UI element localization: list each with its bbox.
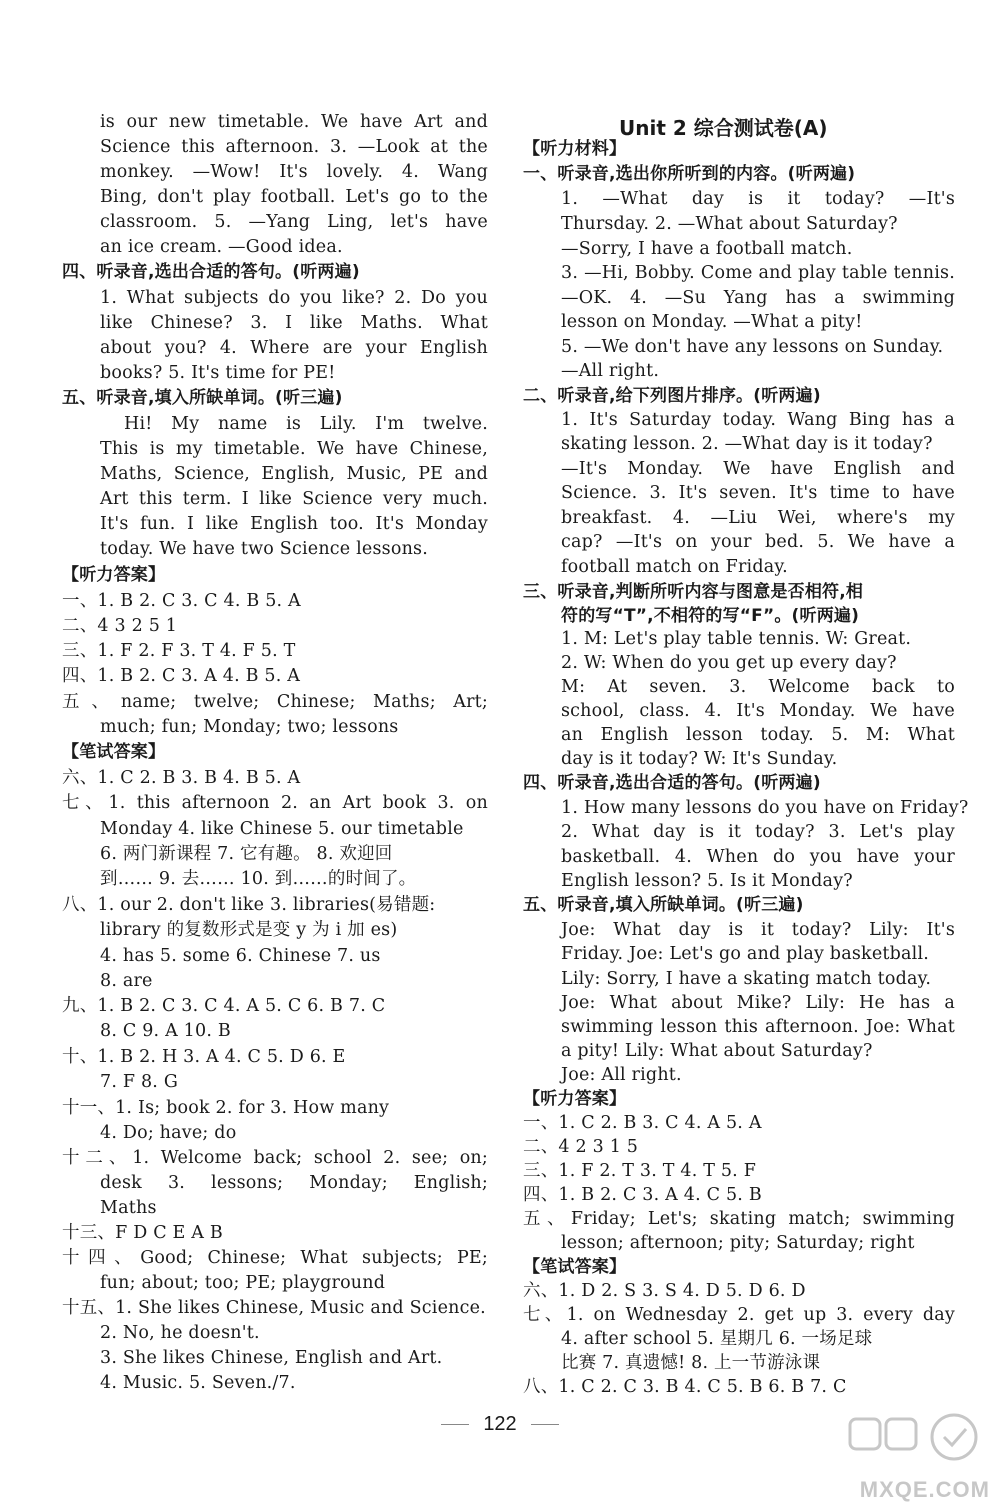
text-line: Thursday. 2. —What about Saturday?	[561, 214, 898, 234]
text-line: swimming lesson this afternoon. Joe: What	[561, 1017, 955, 1037]
text-line: 四、1. B 2. C 3. A 4. C 5. B	[523, 1185, 762, 1205]
text-line: an ice cream. —Good idea.	[100, 237, 343, 257]
text-line: 六、1. C 2. B 3. B 4. B 5. A	[62, 768, 301, 788]
text-line: 三、1. F 2. T 3. T 4. T 5. F	[523, 1161, 757, 1181]
text-line: monkey. —Wow! It's lovely. 4. Wang	[100, 162, 488, 182]
text-line: about you? 4. Where are your English	[100, 338, 488, 358]
text-line: Maths	[100, 1198, 157, 1218]
text-line: 比赛 7. 真遗憾! 8. 上一节游泳课	[561, 1353, 821, 1373]
section-heading: 【听力答案】	[523, 1089, 627, 1109]
section-heading: 三、听录音,判断所听内容与图意是否相符,相	[523, 582, 864, 602]
text-line: 1. M: Let's play table tennis. W: Great.	[561, 629, 912, 649]
text-line: —All right.	[561, 361, 660, 381]
watermark-emblem-icon	[844, 1411, 994, 1481]
section-heading: 【笔试答案】	[523, 1257, 627, 1277]
text-line: This is my timetable. We have Chinese,	[100, 439, 488, 459]
text-line: 二、4 2 3 1 5	[523, 1137, 639, 1157]
text-line: 8. C 9. A 10. B	[100, 1021, 231, 1041]
text-line: Maths, Science, English, Music, PE and	[100, 464, 488, 484]
text-line: skating lesson. 2. —What day is it today?	[561, 434, 933, 454]
page-number: 122	[483, 1413, 517, 1435]
text-line: 2. No, he doesn't.	[100, 1323, 260, 1343]
text-line: Art this term. I like Science very much.	[100, 489, 488, 509]
text-line: Joe: What day is it today? Lily: It's	[561, 920, 955, 940]
text-line: 2. What day is it today? 3. Let's play	[561, 822, 955, 842]
text-line: 五、name; twelve; Chinese; Maths; Art;	[62, 692, 488, 712]
section-heading: 五、听录音,填入所缺单词。(听三遍)	[62, 388, 343, 408]
text-line: Joe: All right.	[561, 1065, 682, 1085]
text-line: 4. Music. 5. Seven./7.	[100, 1373, 296, 1393]
text-line: lesson on Monday. —What a pity!	[561, 312, 863, 332]
text-line: 1. It's Saturday today. Wang Bing has a	[561, 410, 955, 430]
text-line: 四、1. B 2. C 3. A 4. B 5. A	[62, 666, 301, 686]
text-line: school, class. 4. It's Monday. We have	[561, 701, 955, 721]
text-line: 5. —We don't have any lessons on Sunday.	[561, 337, 944, 357]
text-line: 十三、F D C E A B	[62, 1223, 223, 1243]
section-heading: 五、听录音,填入所缺单词。(听三遍)	[523, 895, 804, 915]
text-line: Lily: Sorry, I have a skating match today.	[561, 969, 932, 989]
text-line: Science this afternoon. 3. —Look at the	[100, 137, 488, 157]
text-line: books? 5. It's time for PE!	[100, 363, 336, 383]
text-line: Hi! My name is Lily. I'm twelve.	[124, 414, 488, 434]
section-heading: 【听力材料】	[523, 139, 627, 159]
text-line: is our new timetable. We have Art and	[100, 112, 488, 132]
watermark-url: MXQE.COM	[859, 1477, 990, 1502]
text-line: today. We have two Science lessons.	[100, 539, 428, 559]
text-line: day is it today? W: It's Sunday.	[561, 749, 838, 769]
text-line: breakfast. 4. —Liu Wei, where's my	[561, 508, 955, 528]
text-line: desk 3. lessons; Monday; English;	[100, 1173, 488, 1193]
text-line: 十四、Good; Chinese; What subjects; PE;	[62, 1248, 488, 1268]
text-line: 4. has 5. some 6. Chinese 7. us	[100, 946, 381, 966]
text-line: 1. —What day is it today? —It's	[561, 189, 955, 209]
text-line: 十二、1. Welcome back; school 2. see; on;	[62, 1148, 488, 1168]
text-line: —It's Monday. We have English and	[561, 459, 955, 479]
text-line: 十、1. B 2. H 3. A 4. C 5. D 6. E	[62, 1047, 346, 1067]
text-line: 6. 两门新课程 7. 它有趣。 8. 欢迎回	[100, 844, 393, 864]
text-line: It's fun. I like English too. It's Monday	[100, 514, 488, 534]
text-line: 一、1. B 2. C 3. C 4. B 5. A	[62, 591, 301, 611]
text-line: 九、1. B 2. C 3. C 4. A 5. C 6. B 7. C	[62, 996, 386, 1016]
section-heading: 一、听录音,选出你所听到的内容。(听两遍)	[523, 164, 856, 184]
text-line: 8. are	[100, 971, 153, 991]
section-heading: 【笔试答案】	[62, 742, 166, 762]
text-line: Bing, don't play football. Let's go to the	[100, 187, 488, 207]
text-line: a pity! Lily: What about Saturday?	[561, 1041, 873, 1061]
text-line: M: At seven. 3. Welcome back to	[561, 677, 955, 697]
text-line: 二、4 3 2 5 1	[62, 616, 178, 636]
text-line: 2. W: When do you get up every day?	[561, 653, 897, 673]
text-line: 1. What subjects do you like? 2. Do you	[100, 288, 488, 308]
text-line: fun; about; too; PE; playground	[100, 1273, 386, 1293]
section-heading: 二、听录音,给下列图片排序。(听两遍)	[523, 386, 821, 406]
text-line: cap? —It's on your bed. 5. We have a	[561, 532, 955, 552]
text-line: 到…… 9. 去…… 10. 到……的时间了。	[100, 869, 417, 889]
text-line: 八、1. our 2. don't like 3. libraries(易错题:	[62, 895, 436, 915]
section-heading: 四、听录音,选出合适的答句。(听两遍)	[523, 773, 821, 793]
text-line: —OK. 4. —Su Yang has a swimming	[561, 288, 955, 308]
section-heading: 符的写“T”,不相符的写“F”。(听两遍)	[561, 606, 860, 626]
text-line: library 的复数形式是变 y 为 i 加 es)	[100, 920, 398, 940]
section-title: Unit 2 综合测试卷(A)	[619, 116, 828, 140]
text-line: basketball. 4. When do you have your	[561, 847, 955, 867]
text-line: 十一、1. Is; book 2. for 3. How many	[62, 1098, 390, 1118]
footer-rule-right	[531, 1424, 559, 1425]
text-line: 三、1. F 2. F 3. T 4. F 5. T	[62, 641, 296, 661]
text-line: 7. F 8. G	[100, 1072, 179, 1092]
section-heading: 【听力答案】	[62, 565, 166, 585]
text-line: like Chinese? 3. I like Maths. What	[100, 313, 488, 333]
text-line: 1. How many lessons do you have on Friday?	[561, 798, 969, 818]
footer-rule-left	[441, 1424, 469, 1425]
text-line: 十五、1. She likes Chinese, Music and Science.	[62, 1298, 486, 1318]
text-line: 3. She likes Chinese, English and Art.	[100, 1348, 443, 1368]
text-line: 4. Do; have; do	[100, 1123, 237, 1143]
watermark-logo	[844, 1411, 994, 1503]
text-line: 七、1. this afternoon 2. an Art book 3. on	[62, 793, 488, 813]
text-line: 五、Friday; Let's; skating match; swimming	[523, 1209, 955, 1229]
text-line: 一、1. C 2. B 3. C 4. A 5. A	[523, 1113, 762, 1133]
text-line: much; fun; Monday; two; lessons	[100, 717, 399, 737]
text-line: Science. 3. It's seven. It's time to have	[561, 483, 955, 503]
text-line: an English lesson today. 5. M: What	[561, 725, 955, 745]
section-heading: 四、听录音,选出合适的答句。(听两遍)	[62, 262, 360, 282]
text-line: Joe: What about Mike? Lily: He has a	[561, 993, 955, 1013]
text-line: Friday. Joe: Let's go and play basketball.	[561, 944, 930, 964]
text-line: 六、1. D 2. S 3. S 4. D 5. D 6. D	[523, 1281, 806, 1301]
text-line: lesson; afternoon; pity; Saturday; right	[561, 1233, 915, 1253]
text-line: 八、1. C 2. C 3. B 4. C 5. B 6. B 7. C	[523, 1377, 847, 1397]
text-line: football match on Friday.	[561, 557, 788, 577]
text-line: English lesson? 5. Is it Monday?	[561, 871, 853, 891]
text-line: 3. —Hi, Bobby. Come and play table tennis.	[561, 263, 955, 283]
text-line: classroom. 5. —Yang Ling, let's have	[100, 212, 488, 232]
text-line: 4. after school 5. 星期几 6. 一场足球	[561, 1329, 873, 1349]
text-line: 七、1. on Wednesday 2. get up 3. every day	[523, 1305, 955, 1325]
text-line: —Sorry, I have a football match.	[561, 239, 853, 259]
text-line: Monday 4. like Chinese 5. our timetable	[100, 819, 464, 839]
